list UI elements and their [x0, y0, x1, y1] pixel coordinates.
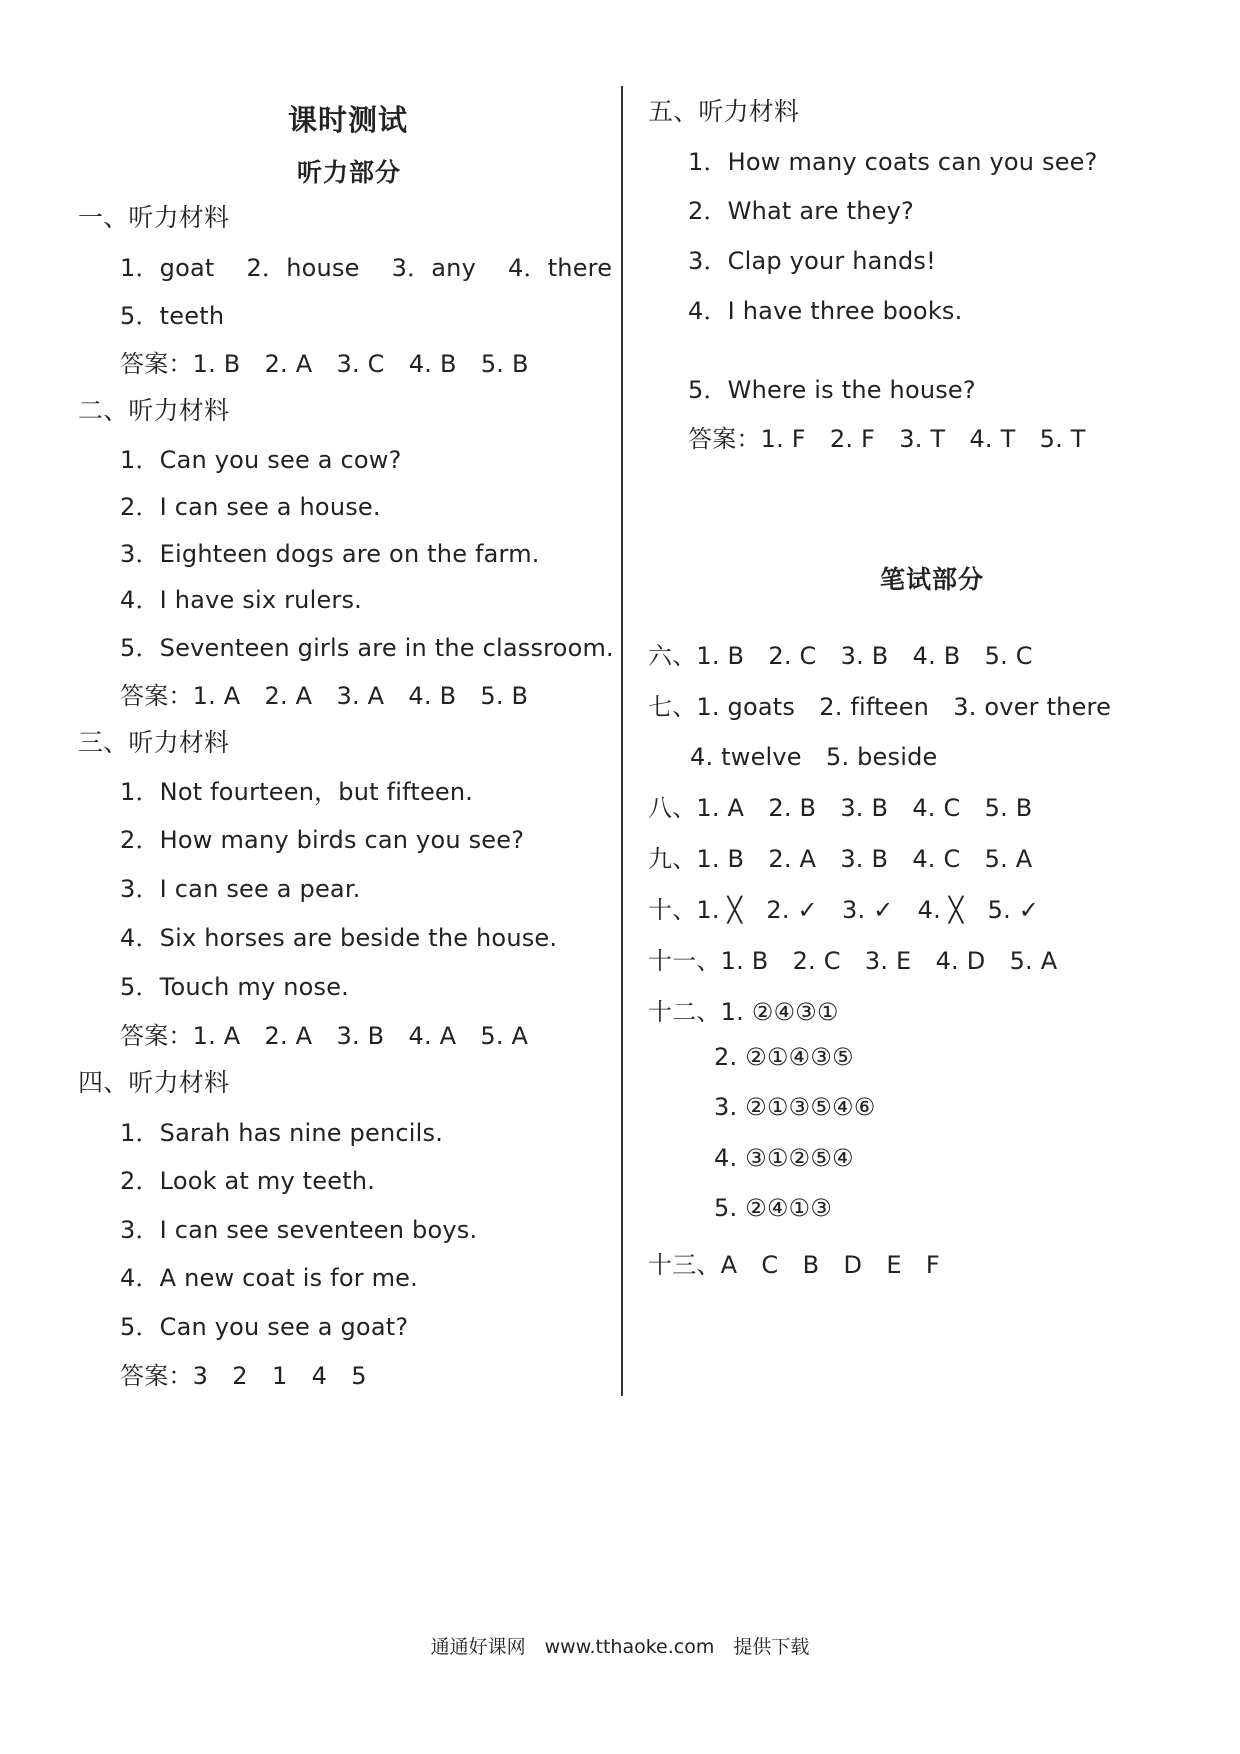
- answer-line: 2. ②①④③⑤: [714, 1043, 854, 1071]
- section2-heading: 二、听力材料: [78, 396, 230, 425]
- section2-item: 2．I can see a house.: [120, 493, 381, 521]
- section4-answer: 答案：3 2 1 4 5: [120, 1362, 367, 1390]
- section3-item: 1．Not fourteen，but fifteen.: [120, 778, 474, 806]
- section2-item: 3．Eighteen dogs are on the farm.: [120, 540, 540, 568]
- section2-item: 4．I have six rulers.: [120, 586, 363, 614]
- section5-answer: 答案：1. F 2. F 3. T 4. T 5. T: [688, 425, 1086, 453]
- section4-item: 5．Can you see a goat?: [120, 1313, 409, 1341]
- written-title: 笔试部分: [880, 565, 985, 594]
- answer-line: 十二、1. ②④③①: [648, 998, 839, 1026]
- answer-line: 5. ②④①③: [714, 1194, 832, 1222]
- section5-item: 1．How many coats can you see?: [688, 148, 1098, 176]
- section4-item: 2．Look at my teeth.: [120, 1167, 376, 1195]
- listening-title: 听力部分: [297, 158, 402, 187]
- answer-line: 八、1. A 2. B 3. B 4. C 5. B: [648, 794, 1033, 822]
- section1-line2: 5．teeth: [120, 302, 225, 330]
- section5-item: 2．What are they?: [688, 197, 914, 225]
- section5-item: 5．Where is the house?: [688, 376, 976, 404]
- answer-line: 十一、1. B 2. C 3. E 4. D 5. A: [648, 947, 1058, 975]
- page-title: 课时测试: [288, 103, 409, 137]
- answer-line: 十、1. ╳ 2. ✓ 3. ✓ 4. ╳ 5. ✓: [648, 896, 1040, 924]
- answer-line: 3. ②①③⑤④⑥: [714, 1093, 876, 1121]
- answer-line: 十三、A C B D E F: [648, 1251, 940, 1279]
- answer-line: 九、1. B 2. A 3. B 4. C 5. A: [648, 845, 1033, 873]
- section3-item: 3．I can see a pear.: [120, 875, 361, 903]
- section2-item: 1．Can you see a cow?: [120, 446, 402, 474]
- section5-item: 4．I have three books.: [688, 297, 963, 325]
- answer-line: 六、1. B 2. C 3. B 4. B 5. C: [648, 642, 1033, 670]
- column-divider: [621, 86, 623, 1396]
- section2-answer: 答案：1. A 2. A 3. A 4. B 5. B: [120, 682, 529, 710]
- section4-item: 3．I can see seventeen boys.: [120, 1216, 478, 1244]
- answer-line: 七、1. goats 2. fifteen 3. over there: [648, 693, 1112, 721]
- answer-line: 4. ③①②⑤④: [714, 1144, 854, 1172]
- section3-item: 4．Six horses are beside the house.: [120, 924, 558, 952]
- section5-heading: 五、听力材料: [648, 97, 800, 126]
- section1-answer: 答案：1. B 2. A 3. C 4. B 5. B: [120, 350, 529, 378]
- section4-item: 4．A new coat is for me.: [120, 1264, 418, 1292]
- section4-item: 1．Sarah has nine pencils.: [120, 1119, 444, 1147]
- section4-heading: 四、听力材料: [78, 1068, 230, 1097]
- section3-item: 2．How many birds can you see?: [120, 826, 525, 854]
- section3-item: 5．Touch my nose.: [120, 973, 349, 1001]
- section3-answer: 答案：1. A 2. A 3. B 4. A 5. A: [120, 1022, 529, 1050]
- footer-credit: 通通好课网 www.tthaoke.com 提供下载: [430, 1636, 810, 1658]
- section1-line1: 1．goat 2．house 3．any 4．there: [120, 254, 613, 282]
- section1-heading: 一、听力材料: [78, 203, 230, 232]
- section5-item: 3．Clap your hands!: [688, 247, 936, 275]
- section3-heading: 三、听力材料: [78, 728, 230, 757]
- answer-line: 4. twelve 5. beside: [690, 743, 938, 771]
- section2-item: 5．Seventeen girls are in the classroom.: [120, 634, 614, 662]
